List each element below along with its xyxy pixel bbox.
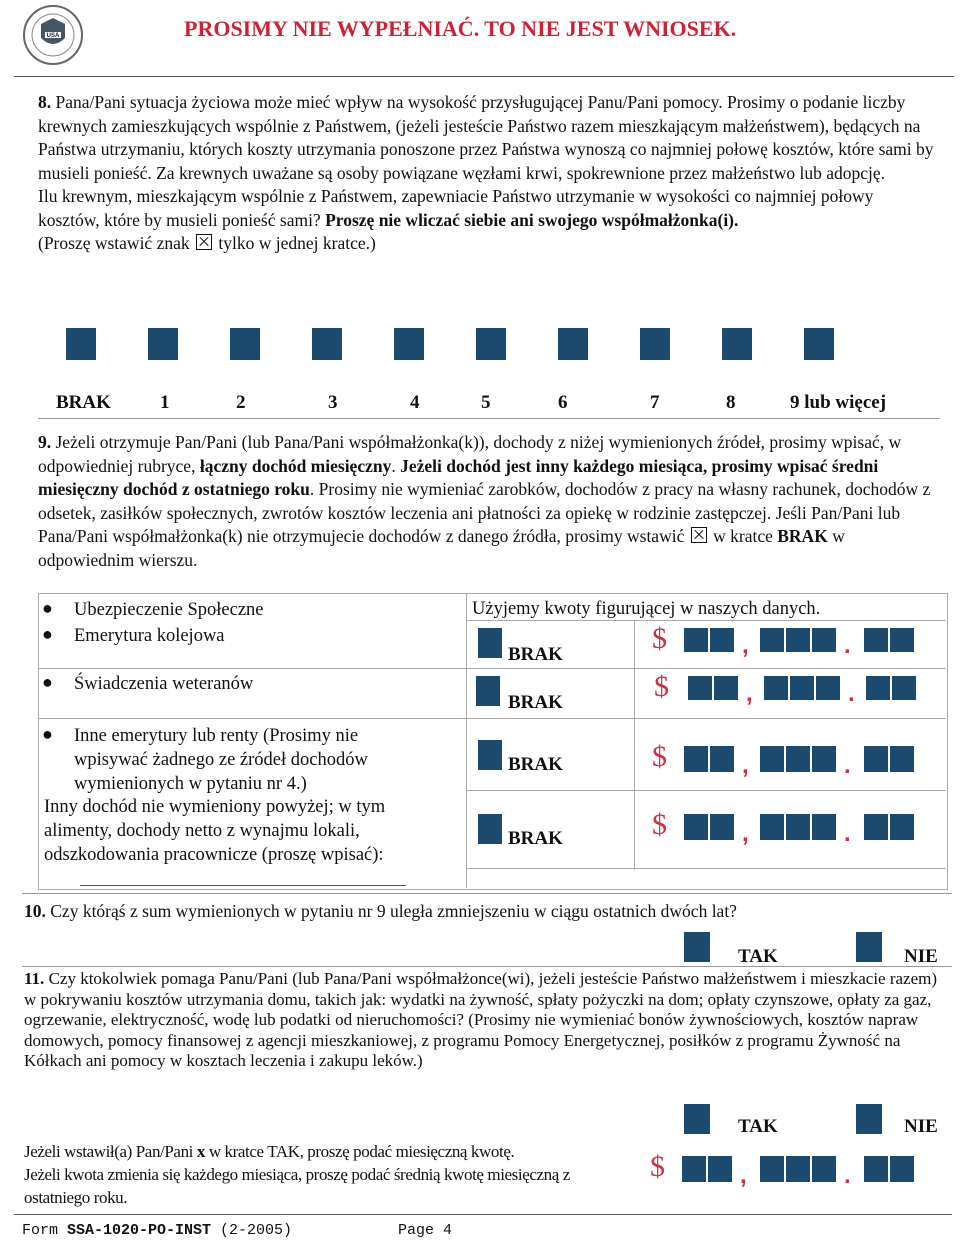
veterans-amount-cents-2[interactable]: [892, 676, 916, 700]
dollar-sign: $: [654, 670, 669, 703]
q11-amount-digit-3[interactable]: [760, 1156, 784, 1182]
bullet-icon: ●: [42, 598, 53, 618]
q10-no-label: NIE: [904, 946, 938, 967]
q9-text-2-bold: Jeżeli dochód jest inny każdego miesiąca, prosimy wpisać średni miesięczny dochód z ostatniego roku: [38, 455, 879, 499]
other-pension-amount-digit-2[interactable]: [710, 746, 734, 772]
other-income-amount-digit-2[interactable]: [710, 814, 734, 840]
decimal-dot: .: [844, 1162, 851, 1189]
q11-no-label: NIE: [904, 1116, 938, 1137]
railroad-amount-digit-2[interactable]: [710, 628, 734, 652]
thousands-comma: ,: [740, 1162, 747, 1189]
q8-text2-bold: Proszę nie wliczać siebie ani swojego współmałżonka(i).: [325, 209, 739, 230]
other-income-amount-digit-3[interactable]: [760, 814, 784, 840]
bullet-icon: ●: [42, 624, 53, 644]
q8-checkbox-8[interactable]: [722, 328, 752, 360]
q10-divider: [22, 893, 952, 894]
dollar-sign: $: [652, 808, 667, 841]
other-income-write-line[interactable]: [80, 885, 406, 886]
decimal-dot: .: [844, 632, 851, 659]
q11-number: 11.: [24, 969, 45, 988]
other-pension-amount-cents-1[interactable]: [864, 746, 888, 772]
q8-divider: [38, 418, 940, 419]
q11-no-checkbox[interactable]: [856, 1104, 882, 1134]
veterans-amount-digit-3[interactable]: [764, 676, 788, 700]
q11-yes-checkbox[interactable]: [684, 1104, 710, 1134]
q8-option-9plus: 9 lub więcej: [790, 392, 887, 413]
railroad-amount-cents-1[interactable]: [864, 628, 888, 652]
q10-number: 10.: [24, 901, 46, 921]
other-income-brak-label: BRAK: [508, 828, 563, 849]
q9-text-2: .: [391, 455, 401, 476]
q8-checkbox-3[interactable]: [312, 328, 342, 360]
thousands-comma: ,: [742, 820, 749, 847]
veterans-amount-digit-5[interactable]: [816, 676, 840, 700]
q11-amount-cents-1[interactable]: [864, 1156, 888, 1182]
thousands-comma: ,: [742, 752, 749, 779]
other-income-amount-cents-2[interactable]: [890, 814, 914, 840]
veterans-brak-label: BRAK: [508, 692, 563, 713]
q10-no-checkbox[interactable]: [856, 932, 882, 962]
q11-amount-digit-4[interactable]: [786, 1156, 810, 1182]
q8-checkbox-2[interactable]: [230, 328, 260, 360]
x-box-icon: [691, 527, 707, 543]
q8-text2: Ilu krewnym, mieszkającym wspólnie z Państwem, zapewniacie Państwo utrzymanie w wysokości co najmniej połowy kosztów, które by musieli ponieść sami?: [38, 186, 874, 230]
q8-option-8: 8: [726, 392, 736, 413]
other-income-amount-digit-5[interactable]: [812, 814, 836, 840]
footer-page-number: Page 4: [398, 1222, 453, 1239]
other-income-amount-digit-1[interactable]: [684, 814, 708, 840]
other-pension-amount-digit-1[interactable]: [684, 746, 708, 772]
q11-amount-digit-5[interactable]: [812, 1156, 836, 1182]
q10-text: Czy którąś z sum wymienionych w pytaniu nr 9 uległa zmniejszeniu w ciągu ostatnich dwóch lat?: [45, 901, 737, 921]
q9-text-3: . Prosimy nie wymieniać zarobków, dochodów z pracy na własny rachunek, dochodów z odsetek, zasiłków społecznych, zwrotów kosztów leczenia ani płatności za opiekę w rodzinie zastępczej. Jeśli Pan/Pani lub Pana/Pani współmałżonka(k) nie otrzymujecie dochodów z danego źródła, prosimy wstawić: [38, 479, 931, 546]
q8-checkbox-6[interactable]: [558, 328, 588, 360]
railroad-amount-digit-5[interactable]: [812, 628, 836, 652]
veterans-amount-cents-1[interactable]: [866, 676, 890, 700]
q9-number: 9.: [38, 432, 52, 452]
source-social-security: Ubezpieczenie Społeczne: [74, 600, 264, 620]
q8-checkbox-9plus[interactable]: [804, 328, 834, 360]
footer-form-date: (2-2005): [211, 1222, 293, 1239]
q9-text-4-bold: BRAK: [777, 526, 828, 546]
banner-title: PROSIMY NIE WYPEŁNIAĆ. TO NIE JEST WNIOSEK.: [184, 16, 737, 41]
q8-option-3: 3: [328, 392, 338, 413]
thousands-comma: ,: [742, 632, 749, 659]
other-pension-brak-label: BRAK: [508, 754, 563, 775]
thousands-comma: ,: [746, 680, 753, 707]
q10-yes-label: TAK: [738, 946, 778, 967]
q9-text-4: w kratce: [713, 526, 778, 546]
header-divider: [14, 76, 954, 77]
question-11: [24, 969, 944, 1072]
q8-checkbox-4[interactable]: [394, 328, 424, 360]
other-pension-amount-digit-5[interactable]: [812, 746, 836, 772]
decimal-dot: .: [848, 680, 855, 707]
bullet-icon: ●: [42, 724, 53, 744]
dollar-sign: $: [652, 622, 667, 655]
footer-form-label: Form: [22, 1222, 68, 1239]
q11-amount-digit-1[interactable]: [682, 1156, 706, 1182]
q8-checkbox-7[interactable]: [640, 328, 670, 360]
q8-text1: Pana/Pani sytuacja życiowa może mieć wpływ na wysokość przysługującej Panu/Pani pomocy. Prosimy o podanie liczby krewnych zamieszkujących wspólnie z Państwem, (jeżeli jesteście Państwo razem mieszkającym małżeństwem), będących na Państwa utrzymaniu, których koszty utrzymania ponoszone przez Państwa wynoszą co najmniej połowę kosztów, które sami by musieli ponieść. Za krewnych uważane są osoby powiązane węzłami krwi, spokrewnione przez małżeństwo lub adopcję.: [38, 92, 934, 183]
q8-number: 8.: [38, 92, 52, 112]
q8-hint-pre: (Proszę wstawić znak: [38, 233, 190, 253]
source-veterans: Świadczenia weteranów: [74, 674, 254, 694]
source-other-income: Inny dochód nie wymieniony powyżej; w tym alimenty, dochody netto z wynajmu lokali, odszkodowania pracownicze (proszę wpisać):: [44, 797, 386, 865]
source-railroad-pension: Emerytura kolejowa: [74, 626, 225, 646]
decimal-dot: .: [844, 752, 851, 779]
q11-note-c: , proszę podać miesięczną kwotę.: [299, 1142, 515, 1161]
other-pension-amount-cents-2[interactable]: [890, 746, 914, 772]
question-8: [38, 91, 938, 256]
q9-text-5: w odpowiednim wierszu.: [38, 526, 845, 570]
ssa-logo: [22, 4, 84, 66]
q8-option-6: 6: [558, 392, 568, 413]
q11-text: Czy ktokolwiek pomaga Panu/Pani (lub Pana/Pani współmałżonce(wi), jeżeli jesteście Państwo małżeństwem i mieszkacie razem) w pokrywaniu kosztów utrzymania domu, takich jak: wydatki na żywność, spłaty pożyczki na dom; opłaty czynszowe, opłaty za gaz, ogrzewanie, elektryczność, wodę lub podatki od nieruchomości? (Prosimy nie wymieniać bonów żywnościowych, kosztów napraw domowych, pomocy finansowej z agencji mieszkaniowej, z programu Pomocy Energetycznej, posiłków z programu Żywność na Kółkach ani pomocy w kosztach leczenia i zakupu leków.): [24, 969, 938, 1071]
q9-text-1-bold: łączny dochód miesięczny: [199, 455, 392, 476]
other-income-amount-cents-1[interactable]: [864, 814, 888, 840]
q11-amount-digit-2[interactable]: [708, 1156, 732, 1182]
other-pension-brak-checkbox[interactable]: [478, 740, 502, 770]
dollar-sign: $: [652, 740, 667, 773]
railroad-amount-digit-3[interactable]: [760, 628, 784, 652]
other-income-amount-digit-4[interactable]: [786, 814, 810, 840]
veterans-brak-checkbox[interactable]: [476, 676, 500, 706]
q8-hint-post: tylko w jednej kratce.): [218, 233, 376, 253]
veterans-amount-digit-4[interactable]: [790, 676, 814, 700]
veterans-amount-digit-2[interactable]: [714, 676, 738, 700]
railroad-brak-label: BRAK: [508, 644, 563, 665]
ss-amount-note: Użyjemy kwoty figurującej w naszych danych.: [472, 599, 821, 619]
footer-divider: [14, 1214, 952, 1215]
q8-option-7: 7: [650, 392, 660, 413]
question-10: [24, 900, 924, 924]
q9-text-1: Jeżeli otrzymuje Pan/Pani (lub Pana/Pani współmałżonka(k)), dochody z niżej wymienionych źródeł, prosimy wpisać, w odpowiedniej rubryce,: [38, 432, 902, 476]
q11-amount-note: [24, 1140, 614, 1209]
q11-note-tak: TAK: [267, 1142, 300, 1161]
q8-option-5: 5: [481, 392, 491, 413]
railroad-brak-checkbox[interactable]: [478, 628, 502, 658]
other-income-brak-checkbox[interactable]: [478, 814, 502, 844]
q11-note-a: Jeżeli wstawił(a) Pan/Pani: [24, 1142, 197, 1161]
q11-amount-cents-2[interactable]: [890, 1156, 914, 1182]
dollar-sign: $: [650, 1150, 665, 1183]
railroad-amount-digit-4[interactable]: [786, 628, 810, 652]
q11-note-x: x: [196, 1142, 205, 1161]
decimal-dot: .: [844, 820, 851, 847]
source-other-pensions: Inne emerytury lub renty (Prosimy nie wpisywać żadnego ze źródeł dochodów wymienionych w pytaniu nr 4.): [74, 726, 368, 794]
railroad-amount-digit-1[interactable]: [684, 628, 708, 652]
q8-checkbox-5[interactable]: [476, 328, 506, 360]
veterans-amount-digit-1[interactable]: [688, 676, 712, 700]
q8-checkbox-brak[interactable]: [66, 328, 96, 360]
question-9: [38, 431, 938, 572]
other-pension-amount-digit-3[interactable]: [760, 746, 784, 772]
q10-yes-checkbox[interactable]: [684, 932, 710, 962]
railroad-amount-cents-2[interactable]: [890, 628, 914, 652]
svg-text:USA: USA: [46, 33, 60, 39]
q11-note-b: w kratce: [204, 1142, 268, 1161]
q8-option-brak: BRAK: [56, 392, 111, 413]
other-pension-amount-digit-4[interactable]: [786, 746, 810, 772]
q11-note-d: Jeżeli kwota zmienia się każdego miesiąca, proszę podać średnią kwotę miesięczną z ostatniego roku.: [24, 1165, 570, 1207]
q8-option-2: 2: [236, 392, 246, 413]
q8-option-1: 1: [160, 392, 170, 413]
footer-form-code: SSA-1020-PO-INST: [67, 1222, 212, 1239]
q8-option-4: 4: [410, 392, 420, 413]
bullet-icon: ●: [42, 672, 53, 692]
q11-yes-label: TAK: [738, 1116, 778, 1137]
q11-divider: [22, 966, 952, 967]
x-box-icon: [196, 234, 212, 250]
footer-form-id: [22, 1222, 292, 1239]
q8-checkbox-1[interactable]: [148, 328, 178, 360]
